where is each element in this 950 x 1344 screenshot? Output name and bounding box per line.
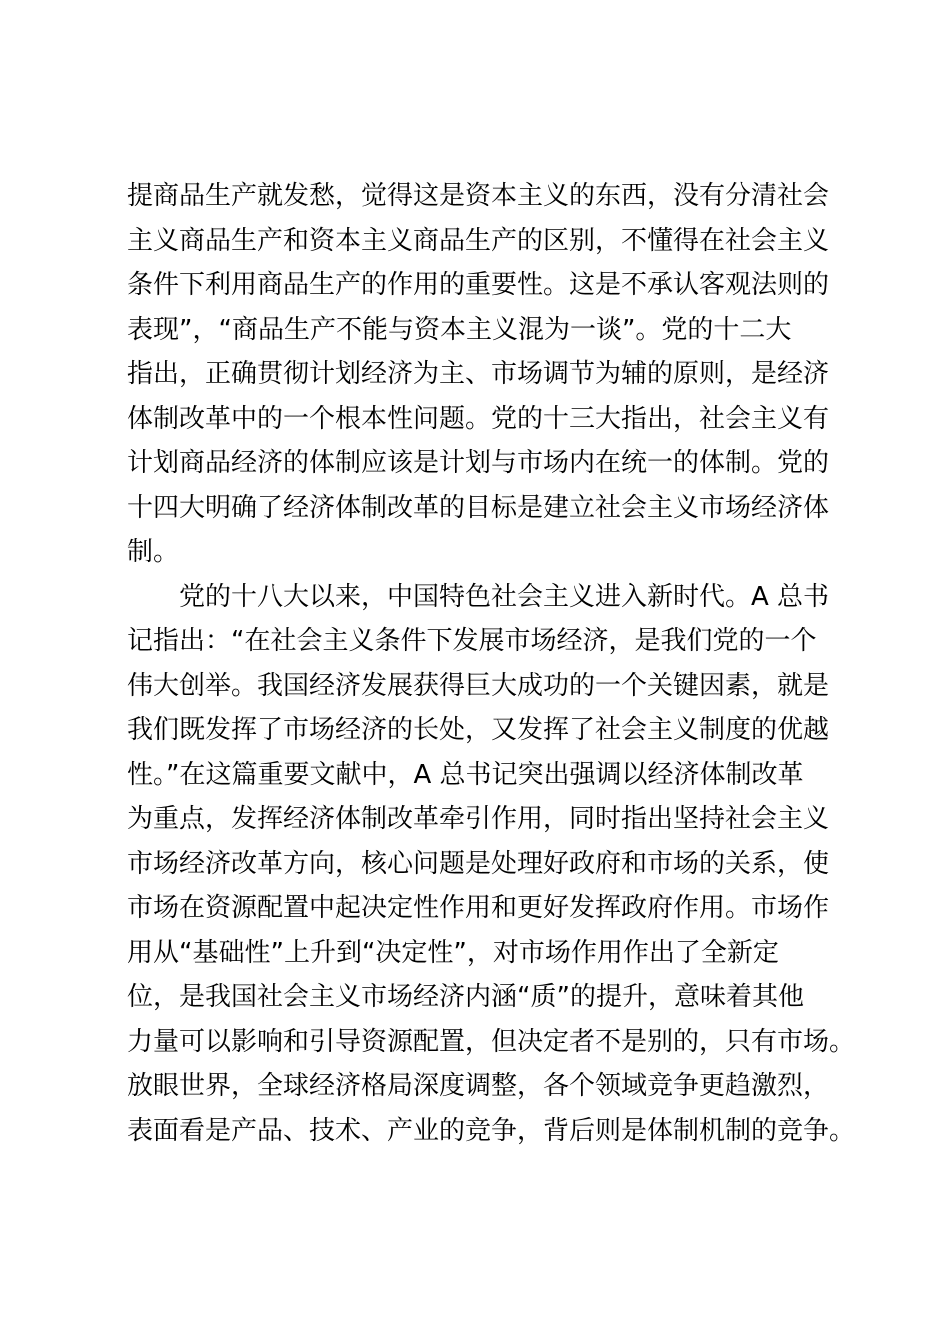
text-line: 市场经济改革方向，核心问题是处理好政府和市场的关系，使 (127, 848, 830, 879)
text-line: 主义商品生产和资本主义商品生产的区别，不懂得在社会主义 (127, 225, 830, 256)
text-line: 性。”在这篇重要文献中，A 总书记突出强调以经济体制改革 (127, 759, 804, 790)
text-line: 市场在资源配置中起决定性作用和更好发挥政府作用。市场作 (127, 893, 830, 923)
text-line: 记指出：“在社会主义条件下发展市场经济，是我们党的一个 (127, 626, 817, 656)
text-line: 计划商品经济的体制应该是计划与市场内在统一的体制。党的 (127, 448, 830, 478)
text-line: 放眼世界，全球经济格局深度调整，各个领域竞争更趋激烈， (127, 1071, 830, 1101)
text-line: 提商品生产就发愁，觉得这是资本主义的东西，没有分清社会 (127, 181, 830, 211)
text-line: 伟大创举。我国经济发展获得巨大成功的一个关键因素，就是 (127, 670, 830, 701)
text-line: 用从“基础性”上升到“决定性”，对市场作用作出了全新定 (127, 937, 779, 968)
text-line: 制。 (127, 537, 180, 567)
text-line: 力量可以影响和引导资源配置，但决定者不是别的，只有市场。 (127, 1026, 856, 1057)
text-line: 指出，正确贯彻计划经济为主、市场调节为辅的原则，是经济 (127, 359, 830, 389)
text-line: 体制改革中的一个根本性问题。党的十三大指出，社会主义有 (127, 403, 830, 434)
text-line: 表面看是产品、技术、产业的竞争，背后则是体制机制的竞争。 (127, 1115, 856, 1146)
text-line: 条件下利用商品生产的作用的重要性。这是不承认客观法则的 (127, 270, 830, 300)
body-text (127, 174, 856, 1153)
text-line: 位，是我国社会主义市场经济内涵“质”的提升，意味着其他 (127, 982, 804, 1012)
text-line: 十四大明确了经济体制改革的目标是建立社会主义市场经济体 (127, 492, 830, 523)
text-line: 为重点，发挥经济体制改革牵引作用，同时指出坚持社会主义 (127, 804, 830, 834)
text-line: 党的十八大以来，中国特色社会主义进入新时代。A 总书 (127, 581, 830, 612)
text-line: 表现”，“商品生产不能与资本主义混为一谈”。党的十二大 (127, 314, 792, 345)
text-line: 我们既发挥了市场经济的长处，又发挥了社会主义制度的优越 (127, 715, 830, 745)
